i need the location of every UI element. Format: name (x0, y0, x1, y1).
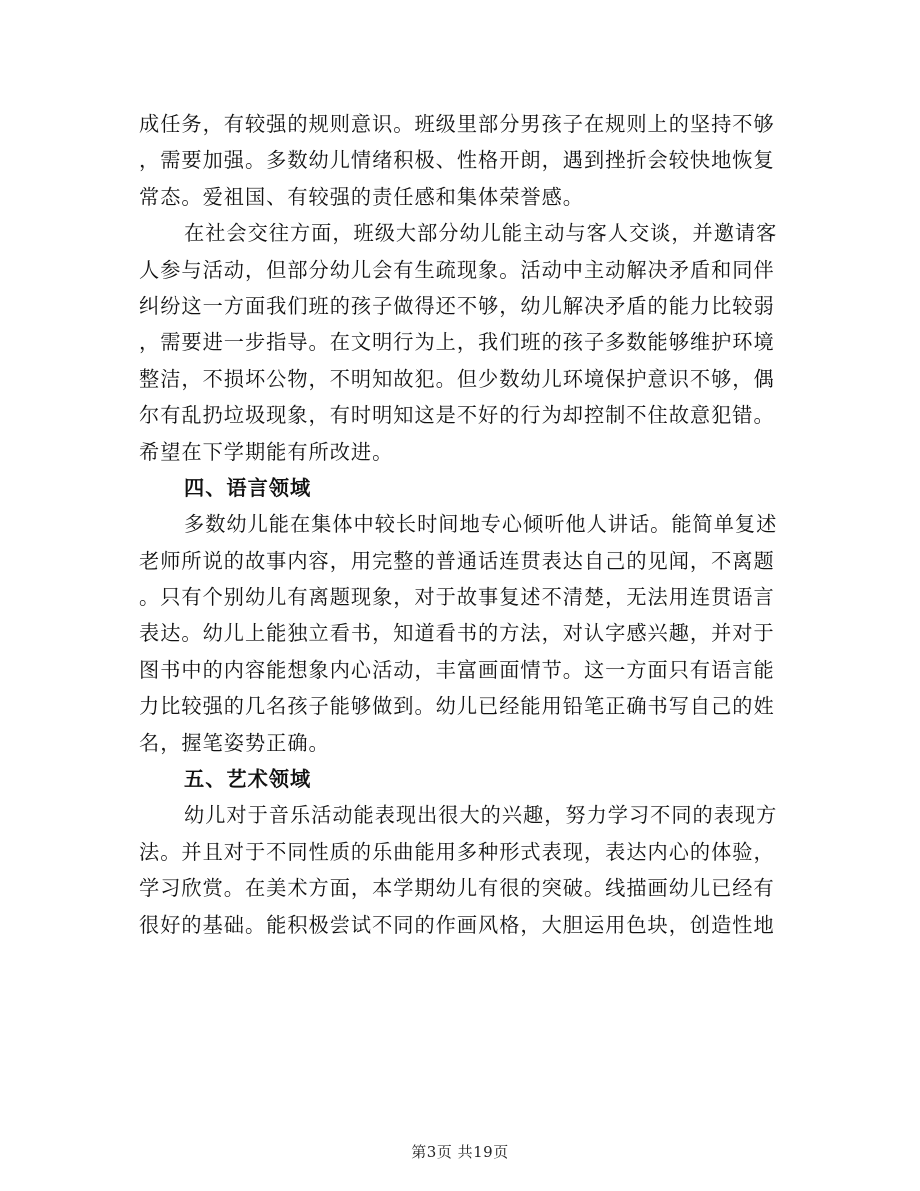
text-line: 力比较强的几名孩子能够做到。幼儿已经能用铅笔正确书写自己的姓 (139, 694, 775, 719)
text-line: 成任务，有较强的规则意识。班级里部分男孩子在规则上的坚持不够 (139, 112, 775, 136)
text-line: 学习欣赏。在美术方面，本学期幼儿有很的突破。线描画幼儿已经有 (139, 876, 775, 901)
text-line: 在社会交往方面，班级大部分幼儿能主动与客人交谈，并邀请客 (184, 221, 778, 246)
text-line: 图书中的内容能想象内心活动，丰富画面情节。这一方面只有语言能 (139, 657, 775, 682)
section-heading: 五、艺术领域 (184, 767, 312, 792)
text-line: 。只有个别幼儿有离题现象，对于故事复述不清楚，无法用连贯语言 (139, 585, 775, 610)
text-line: 法。并且对于不同性质的乐曲能用多种形式表现，表达内心的体验， (139, 839, 775, 864)
text-line: 纠纷这一方面我们班的孩子做得还不够，幼儿解决矛盾的能力比较弱 (139, 293, 775, 318)
text-line: 希望在下学期能有所改进。 (139, 439, 394, 464)
text-line: 人参与活动，但部分幼儿会有生疏现象。活动中主动解决矛盾和同伴 (139, 257, 775, 282)
text-line: 尔有乱扔垃圾现象，有时明知这是不好的行为却控制不住故意犯错。 (139, 403, 775, 428)
text-line: 常态。爱祖国、有较强的责任感和集体荣誉感。 (139, 184, 584, 209)
text-line: 多数幼儿能在集体中较长时间地专心倾听他人讲话。能简单复述 (184, 512, 778, 537)
text-line: ，需要加强。多数幼儿情绪积极、性格开朗，遇到挫折会较快地恢复 (139, 148, 775, 173)
text-line: 很好的基础。能积极尝试不同的作画风格，大胆运用色块，创造性地 (139, 912, 775, 937)
text-line: 名，握笔姿势正确。 (139, 730, 330, 755)
text-line: 整洁，不损坏公物，不明知故犯。但少数幼儿环境保护意识不够，偶 (139, 366, 775, 391)
document-body (139, 106, 789, 943)
page-number: 第3页 共19页 (411, 1143, 509, 1161)
text-line: 表达。幼儿上能独立看书，知道看书的方法，对认字感兴趣，并对于 (139, 621, 775, 646)
text-line: ，需要进一步指导。在文明行为上，我们班的孩子多数能够维护环境 (139, 330, 775, 355)
text-line: 老师所说的故事内容，用完整的普通话连贯表达自己的见闻，不离题 (139, 548, 775, 573)
section-heading: 四、语言领域 (184, 475, 312, 500)
text-line: 幼儿对于音乐活动能表现出很大的兴趣，努力学习不同的表现方 (184, 803, 778, 828)
